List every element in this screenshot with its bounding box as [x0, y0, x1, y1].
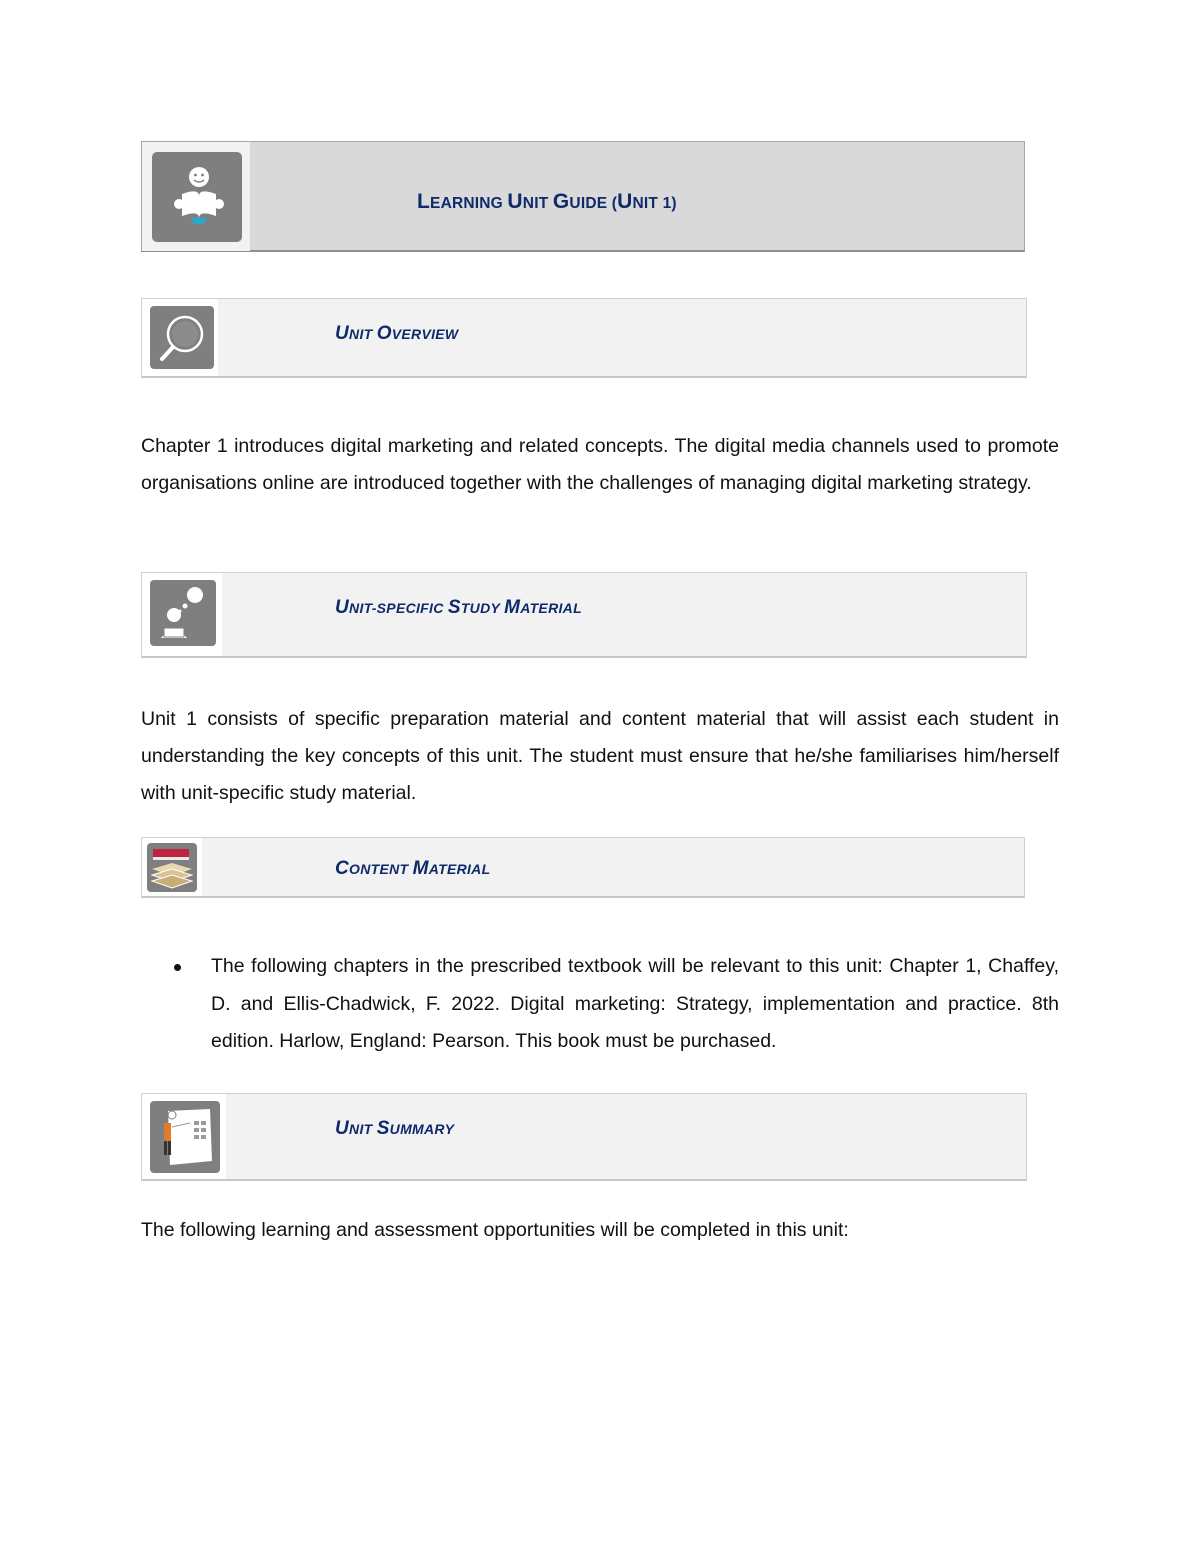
study-material-text: Unit 1 consists of specific preparation material and content material that will assist each student in understanding the key concepts of this unit. The student must ensure that he/she familiarises him/herself with unit-specific study material.: [141, 708, 1059, 804]
unit-summary-title: UNIT SUMMARY: [335, 1118, 455, 1139]
content-material-icon-cell: [142, 838, 202, 896]
list-item: [141, 948, 1059, 1061]
reading-person-icon: [152, 152, 242, 242]
presenter-board-icon: [150, 1101, 220, 1173]
study-material-heading-box: [141, 572, 1027, 658]
list-item-text: The following chapters in the prescribed textbook will be relevant to this unit: Chapter 1, Chaffey, D. and Ellis-Chadwick, F. 2022. Digital marketing: Strategy, implementation and practice. 8th edition. Harlow, England: Pearson. This book must be purchased.: [211, 955, 1059, 1052]
bullet-dot: [174, 964, 181, 971]
unit-summary-heading-box: [141, 1093, 1027, 1181]
header-icon-cell: [142, 142, 250, 251]
unit-overview-title: UNIT OVERVIEW: [335, 323, 459, 344]
study-material-title: UNIT-SPECIFIC STUDY MATERIAL: [335, 597, 582, 618]
thinking-student-icon: [150, 580, 216, 646]
unit-guide-title: LEARNING UNIT GUIDE (UNIT 1): [417, 190, 677, 213]
content-material-title: CONTENT MATERIAL: [335, 858, 491, 879]
magnifier-icon: [150, 306, 214, 369]
content-material-list: [141, 948, 1059, 1061]
overview-icon-cell: [142, 299, 218, 376]
stacked-books-icon: [147, 843, 197, 892]
content-material-heading-box: [141, 837, 1025, 898]
unit-guide-header: [141, 141, 1025, 252]
unit-summary-text: The following learning and assessment opportunities will be completed in this unit:: [141, 1219, 849, 1241]
study-material-icon-cell: [142, 573, 222, 656]
unit-overview-text: Chapter 1 introduces digital marketing and related concepts. The digital media channels used to promote organisations online are introduced together with the challenges of managing digital marketing strategy.: [141, 435, 1059, 494]
unit-overview-heading-box: [141, 298, 1027, 378]
unit-summary-icon-cell: [142, 1094, 226, 1179]
